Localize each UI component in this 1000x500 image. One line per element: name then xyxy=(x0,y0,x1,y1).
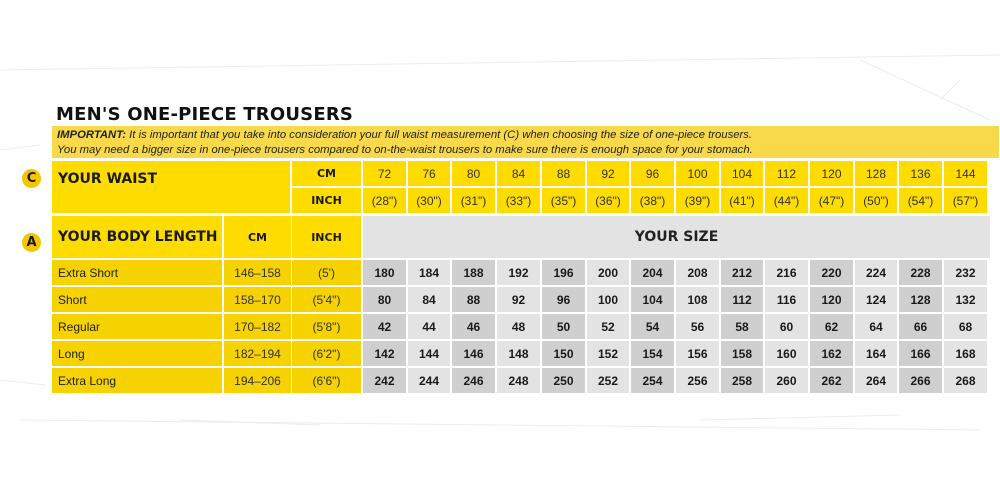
waist-cm-value: 76 xyxy=(408,161,450,186)
size-cell: 42 xyxy=(363,314,406,339)
waist-cm-value: 88 xyxy=(542,161,585,186)
row-inch: (5'4") xyxy=(292,287,361,312)
size-cell: 116 xyxy=(765,287,808,312)
size-cell: 266 xyxy=(899,368,942,393)
size-cell: 216 xyxy=(765,260,808,285)
size-cell: 268 xyxy=(944,368,987,393)
row-label: Extra Long xyxy=(52,368,222,393)
length-cm-label: CM xyxy=(224,216,291,258)
length-inch-label: INCH xyxy=(292,216,361,258)
waist-cm-value: 80 xyxy=(452,161,495,186)
row-label: Regular xyxy=(52,314,222,339)
size-cell: 228 xyxy=(899,260,942,285)
size-cell: 108 xyxy=(676,287,719,312)
size-cell: 156 xyxy=(676,341,719,366)
size-cell: 80 xyxy=(363,287,406,312)
size-cell: 112 xyxy=(721,287,763,312)
size-cell: 212 xyxy=(721,260,763,285)
size-cell: 64 xyxy=(855,314,897,339)
waist-inch-value: (41") xyxy=(721,188,763,213)
row-cm-range: 182–194 xyxy=(224,341,291,366)
row-cm-range: 146–158 xyxy=(224,260,291,285)
your-size-header: YOUR SIZE xyxy=(363,216,990,258)
size-cell: 62 xyxy=(810,314,853,339)
length-badge-a: A xyxy=(22,233,41,252)
size-cell: 264 xyxy=(855,368,897,393)
size-cell: 128 xyxy=(899,287,942,312)
size-cell: 146 xyxy=(452,341,495,366)
size-cell: 104 xyxy=(631,287,674,312)
size-cell: 246 xyxy=(452,368,495,393)
waist-inch-value: (36") xyxy=(587,188,629,213)
row-cm-range: 170–182 xyxy=(224,314,291,339)
waist-inch-value: (35") xyxy=(542,188,585,213)
size-cell: 54 xyxy=(631,314,674,339)
size-cell: 250 xyxy=(542,368,585,393)
size-cell: 168 xyxy=(944,341,987,366)
size-cell: 232 xyxy=(944,260,987,285)
size-cell: 184 xyxy=(408,260,450,285)
page-title: MEN'S ONE-PIECE TROUSERS xyxy=(56,104,354,125)
size-cell: 124 xyxy=(855,287,897,312)
size-cell: 162 xyxy=(810,341,853,366)
size-cell: 96 xyxy=(542,287,585,312)
waist-cm-value: 136 xyxy=(899,161,942,186)
waist-cm-value: 120 xyxy=(810,161,853,186)
size-cell: 66 xyxy=(899,314,942,339)
row-label: Short xyxy=(52,287,222,312)
size-cell: 154 xyxy=(631,341,674,366)
important-note xyxy=(52,126,999,158)
size-cell: 100 xyxy=(587,287,629,312)
size-cell: 248 xyxy=(497,368,540,393)
size-cell: 56 xyxy=(676,314,719,339)
size-cell: 84 xyxy=(408,287,450,312)
size-cell: 192 xyxy=(497,260,540,285)
row-cm-range: 158–170 xyxy=(224,287,291,312)
size-cell: 48 xyxy=(497,314,540,339)
size-cell: 58 xyxy=(721,314,763,339)
size-cell: 50 xyxy=(542,314,585,339)
waist-cm-label: CM xyxy=(292,161,361,186)
waist-cm-value: 92 xyxy=(587,161,629,186)
size-cell: 46 xyxy=(452,314,495,339)
size-cell: 44 xyxy=(408,314,450,339)
size-cell: 196 xyxy=(542,260,585,285)
size-cell: 160 xyxy=(765,341,808,366)
waist-inch-value: (50") xyxy=(855,188,897,213)
waist-cm-value: 128 xyxy=(855,161,897,186)
waist-inch-value: (57") xyxy=(944,188,987,213)
row-inch: (5'8") xyxy=(292,314,361,339)
size-cell: 164 xyxy=(855,341,897,366)
waist-inch-value: (44") xyxy=(765,188,808,213)
waist-inch-value: (39") xyxy=(676,188,719,213)
waist-cm-value: 112 xyxy=(765,161,808,186)
waist-cm-value: 100 xyxy=(676,161,719,186)
waist-cm-value: 84 xyxy=(497,161,540,186)
waist-badge-c: C xyxy=(22,169,41,188)
size-cell: 52 xyxy=(587,314,629,339)
size-cell: 88 xyxy=(452,287,495,312)
row-label: Long xyxy=(52,341,222,366)
waist-cm-value: 96 xyxy=(631,161,674,186)
row-inch: (5') xyxy=(292,260,361,285)
size-cell: 132 xyxy=(944,287,987,312)
row-inch: (6'6") xyxy=(292,368,361,393)
size-cell: 166 xyxy=(899,341,942,366)
size-cell: 148 xyxy=(497,341,540,366)
size-cell: 68 xyxy=(944,314,987,339)
size-cell: 252 xyxy=(587,368,629,393)
important-line-1: IMPORTANT: It is important that you take into consideration your full waist measurement (C) when choosing the size of one-piece trousers. xyxy=(57,129,753,141)
waist-inch-value: (28") xyxy=(363,188,406,213)
important-label: IMPORTANT: xyxy=(57,129,127,141)
waist-inch-value: (31") xyxy=(452,188,495,213)
row-label: Extra Short xyxy=(52,260,222,285)
size-cell: 224 xyxy=(855,260,897,285)
size-cell: 142 xyxy=(363,341,406,366)
waist-inch-label: INCH xyxy=(292,188,361,213)
waist-cm-value: 104 xyxy=(721,161,763,186)
size-cell: 208 xyxy=(676,260,719,285)
size-cell: 244 xyxy=(408,368,450,393)
waist-label: YOUR WAIST xyxy=(52,161,290,213)
waist-inch-value: (33") xyxy=(497,188,540,213)
length-label: YOUR BODY LENGTH xyxy=(52,216,222,258)
size-cell: 152 xyxy=(587,341,629,366)
size-cell: 260 xyxy=(765,368,808,393)
waist-cm-value: 72 xyxy=(363,161,406,186)
size-cell: 158 xyxy=(721,341,763,366)
waist-inch-value: (54") xyxy=(899,188,942,213)
waist-inch-value: (30") xyxy=(408,188,450,213)
size-cell: 254 xyxy=(631,368,674,393)
size-cell: 204 xyxy=(631,260,674,285)
size-cell: 120 xyxy=(810,287,853,312)
row-inch: (6'2") xyxy=(292,341,361,366)
size-cell: 180 xyxy=(363,260,406,285)
size-cell: 60 xyxy=(765,314,808,339)
size-cell: 144 xyxy=(408,341,450,366)
size-cell: 256 xyxy=(676,368,719,393)
waist-inch-value: (38") xyxy=(631,188,674,213)
size-cell: 242 xyxy=(363,368,406,393)
size-cell: 262 xyxy=(810,368,853,393)
size-cell: 220 xyxy=(810,260,853,285)
size-cell: 92 xyxy=(497,287,540,312)
important-line-2: You may need a bigger size in one-piece trousers compared to on-the-waist trousers to make sure there is enough space for your stomach. xyxy=(57,144,753,156)
size-cell: 188 xyxy=(452,260,495,285)
size-cell: 258 xyxy=(721,368,763,393)
waist-inch-value: (47") xyxy=(810,188,853,213)
size-cell: 200 xyxy=(587,260,629,285)
waist-cm-value: 144 xyxy=(944,161,987,186)
size-cell: 150 xyxy=(542,341,585,366)
row-cm-range: 194–206 xyxy=(224,368,291,393)
